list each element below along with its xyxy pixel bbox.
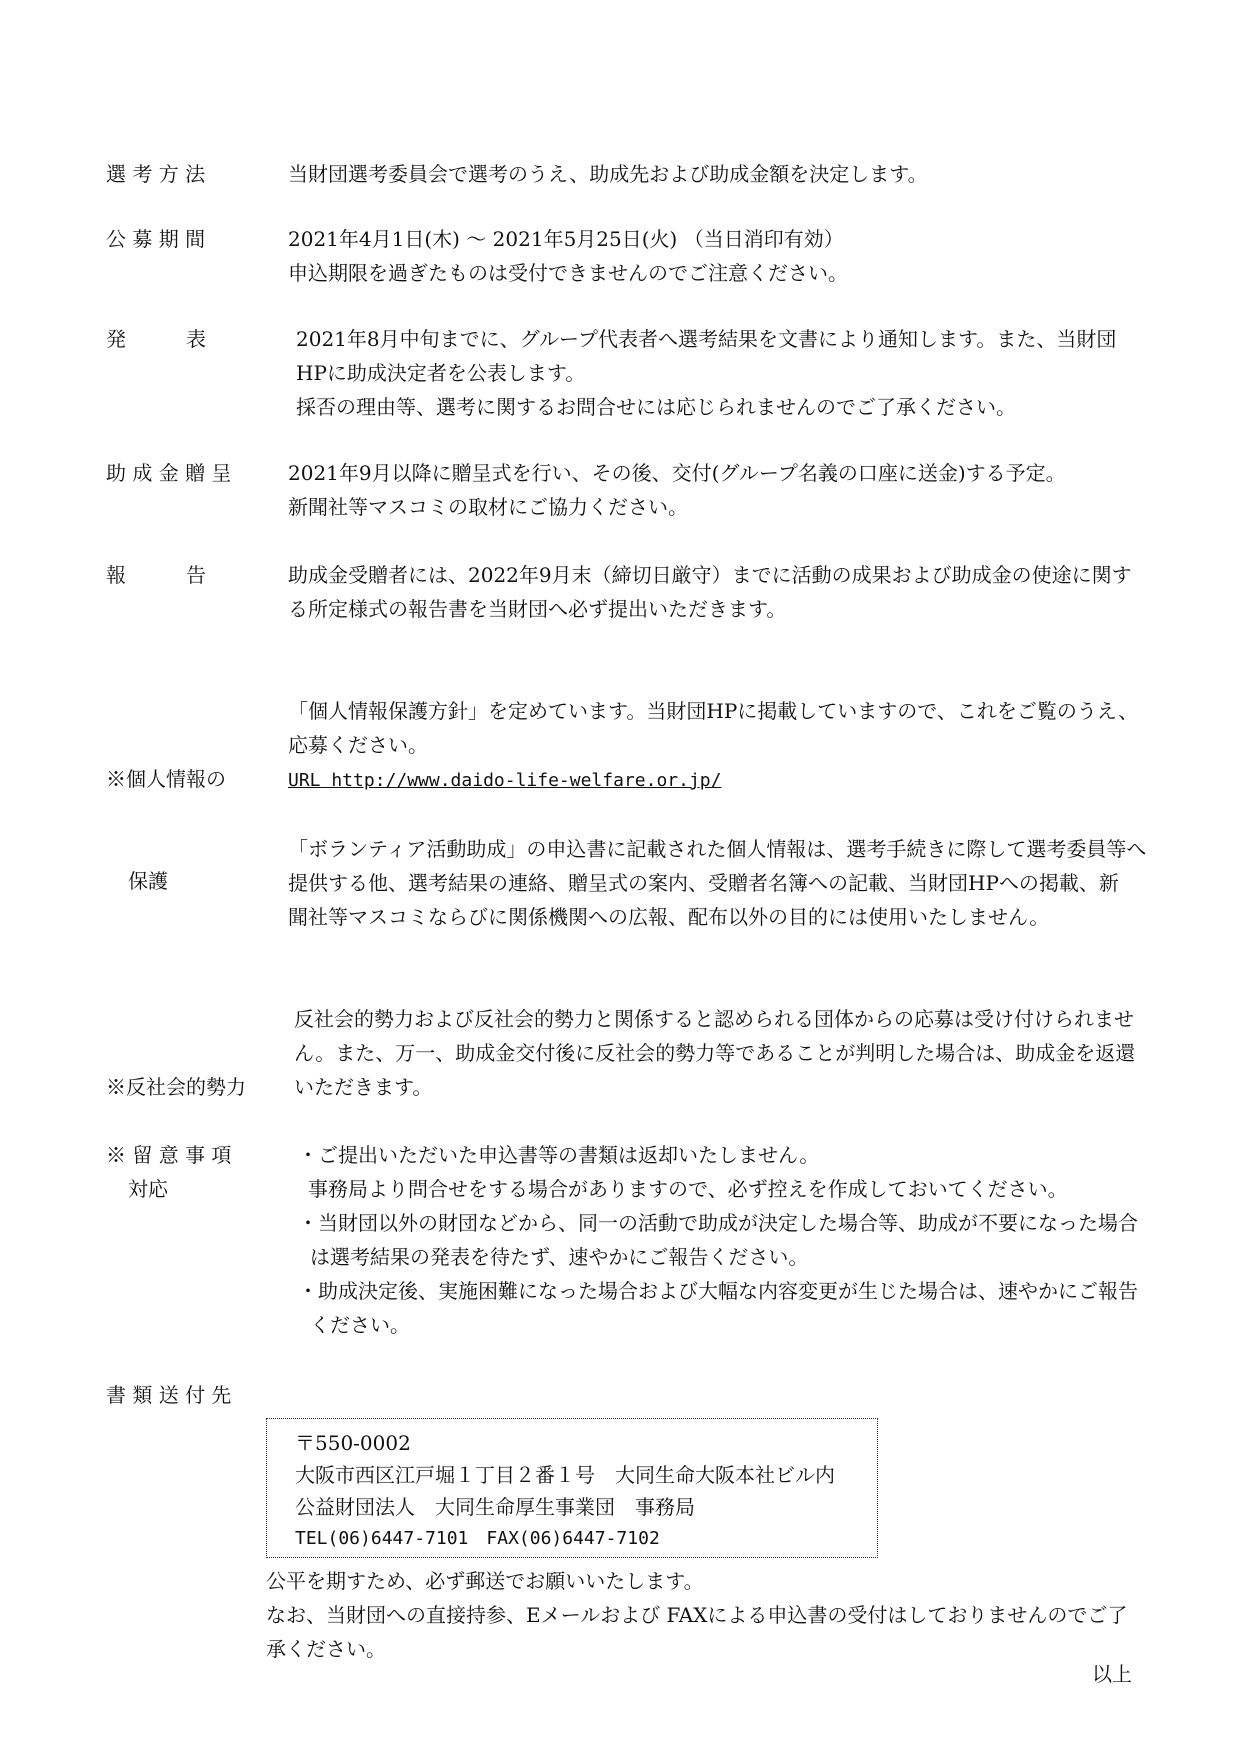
text-line: ・当財団以外の財団などから、同一の活動で助成が決定した場合等、助成が不要になった場合 (298, 1211, 1138, 1235)
notes-body (298, 1138, 1148, 1342)
privacy-body (288, 694, 1147, 934)
report-label: 報 告 (106, 563, 206, 587)
destination-label: 書 類 送 付 先 (106, 1383, 232, 1407)
text-line: 「個人情報保護方針」を定めています。当財団HPに掲載していますので、これをご覧のうえ、 (288, 699, 1139, 723)
text-line: 2021年9月以降に贈呈式を行い、その後、交付(グループ名義の口座に送金)する予定。 (288, 461, 1066, 485)
text-line: 当財団選考委員会で選考のうえ、助成先および助成金額を決定します。 (288, 162, 928, 186)
text-line: 公平を期すため、必ず郵送でお願いいたします。 (266, 1569, 704, 1593)
announcement-body (296, 322, 1146, 424)
selection-body (288, 157, 1138, 191)
phone-fax-line: TEL(06)6447-7101 FAX(06)6447-7102 (295, 1528, 660, 1549)
organization-line: 公益財団法人 大同生命厚生事業団 事務局 (295, 1495, 695, 1519)
text-line: 2021年8月中旬までに、グループ代表者へ選考結果を文書により通知します。また、当財団 (296, 327, 1117, 351)
privacy-label-line1: ※個人情報の (106, 767, 226, 791)
text-line: 新聞社等マスコミの取材にご協力ください。 (288, 495, 688, 519)
selection-label: 選 考 方 法 (106, 162, 206, 186)
antisocial-body (294, 1002, 1144, 1104)
text-line: いただきます。 (294, 1075, 433, 1099)
announcement-label: 発 表 (106, 327, 206, 351)
privacy-label-line2: 保護 (128, 869, 168, 893)
mailing-notes (266, 1564, 1146, 1666)
postal-code: 〒550-0002 (295, 1431, 411, 1455)
period-label: 公 募 期 間 (106, 227, 206, 251)
address-box (266, 1418, 878, 1558)
text-line: 聞社等マスコミならびに関係機関への広報、配布以外の目的には使用いたしません。 (288, 905, 1050, 929)
text-line: なお、当財団への直接持参、Eメールおよび FAXによる申込書の受付はしておりませんのでご了 (266, 1603, 1128, 1627)
grant-label: 助 成 金 贈 呈 (106, 461, 232, 485)
grant-body (288, 456, 1138, 524)
text-line: 助成金受贈者には、2022年9月末（締切日厳守）までに活動の成果および助成金の使途に関す (288, 563, 1132, 587)
text-line: 申込期限を過ぎたものは受付できませんのでご注意ください。 (288, 261, 848, 285)
text-line: 反社会的勢力および反社会的勢力と関係すると認められる団体からの応募は受け付けられませ (294, 1007, 1134, 1031)
text-line: HPに助成決定者を公表します。 (296, 361, 586, 385)
privacy-label (106, 694, 226, 966)
text-line: ・ご提出いただいた申込書等の書類は返却いたしません。 (298, 1143, 820, 1167)
report-body (288, 558, 1138, 626)
foundation-url-link[interactable]: URL http://www.daido-life-welfare.or.jp/ (288, 770, 722, 791)
text-line: 「ボランティア活動助成」の申込書に記載された個人情報は、選考手続きに際して選考委員等へ (288, 837, 1147, 861)
text-line: は選考結果の発表を待たず、速やかにご報告ください。 (310, 1245, 809, 1269)
text-line: 採否の理由等、選考に関するお問合せには応じられませんのでご了承ください。 (296, 395, 1016, 419)
antisocial-label-line1: ※反社会的勢力 (106, 1075, 246, 1099)
closing-mark: 以上 (1092, 1662, 1132, 1686)
text-line: 承ください。 (266, 1637, 386, 1661)
text-line: ・助成決定後、実施困難になった場合および大幅な内容変更が生じた場合は、速やかにご報告 (298, 1279, 1138, 1303)
antisocial-label-line2: 対応 (128, 1177, 168, 1201)
notes-label: ※ 留 意 事 項 (106, 1143, 232, 1167)
text-line: ください。 (310, 1313, 410, 1337)
text-line: る所定様式の報告書を当財団へ必ず提出いただきます。 (288, 597, 787, 621)
text-line: 事務局より問合せをする場合がありますので、必ず控えを作成しておいてください。 (308, 1177, 1068, 1201)
text-line: 2021年4月1日(木) ～ 2021年5月25日(火) （当日消印有効） (288, 227, 844, 251)
address-line: 大阪市西区江戸堀１丁目２番１号 大同生命大阪本社ビル内 (295, 1463, 835, 1487)
text-line: 提供する他、選考結果の連絡、贈呈式の案内、受贈者名簿への記載、当財団HPへの掲載、新 (288, 871, 1119, 895)
period-body (288, 222, 1138, 290)
text-line: 応募ください。 (288, 733, 428, 757)
text-line: ん。また、万一、助成金交付後に反社会的勢力等であることが判明した場合は、助成金を返還 (294, 1041, 1136, 1065)
